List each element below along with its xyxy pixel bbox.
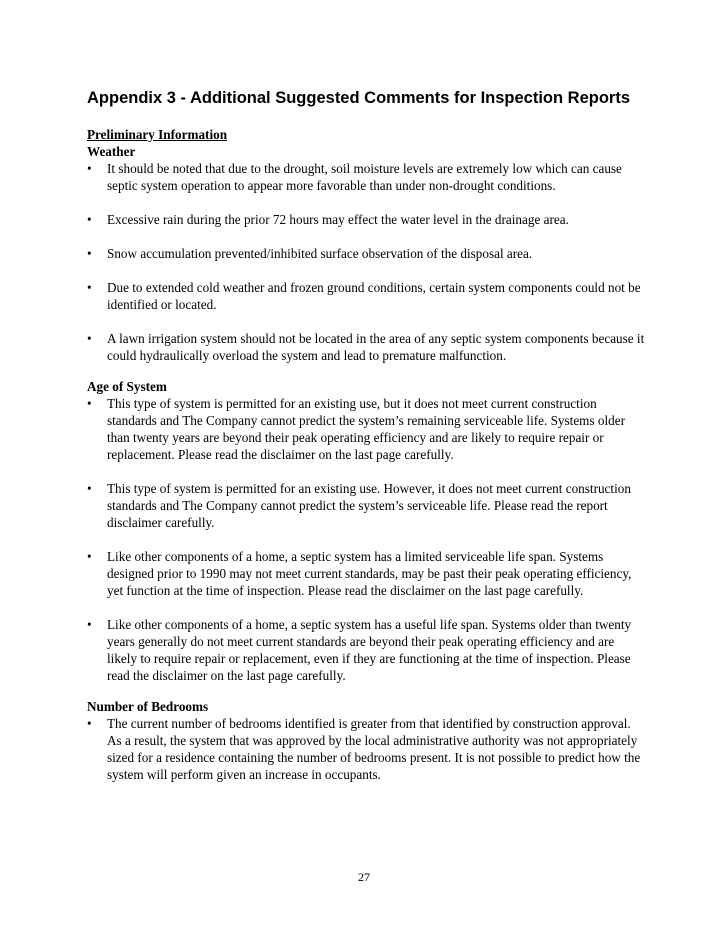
list-item-text: Due to extended cold weather and frozen ground conditions, certain system components could not be identified or located. — [107, 280, 641, 312]
list-item-text: This type of system is permitted for an existing use, but it does not meet current construction standards and The Company cannot predict the system’s remaining serviceable life. Systems older than twenty years are beyond their peak operating efficiency and are likely to require repair or replacement. Please read the disclaimer on the last page carefully. — [107, 396, 625, 462]
preliminary-heading: Preliminary Information — [87, 127, 228, 142]
bullet-icon: • — [87, 331, 92, 346]
number-of-bedrooms-heading: Number of Bedrooms — [87, 699, 209, 714]
list-item — [87, 160, 647, 194]
page-number: 27 — [358, 870, 370, 884]
bullet-icon: • — [87, 161, 92, 176]
bullet-icon: • — [87, 396, 92, 411]
bullet-icon: • — [87, 716, 92, 731]
list-item-text: It should be noted that due to the drought, soil moisture levels are extremely low which can cause septic system operation to appear more favorable than under non-drought conditions. — [107, 161, 622, 193]
list-item-text: Excessive rain during the prior 72 hours may effect the water level in the drainage area. — [107, 212, 569, 227]
weather-heading: Weather — [87, 144, 136, 159]
list-item — [87, 548, 647, 599]
bullet-icon: • — [87, 481, 92, 496]
bullet-icon: • — [87, 617, 92, 632]
list-item — [87, 480, 647, 531]
list-item — [87, 330, 647, 364]
age-of-system-heading: Age of System — [87, 379, 167, 394]
list-item — [87, 616, 647, 684]
age-of-system-list — [87, 395, 647, 684]
bullet-icon: • — [87, 280, 92, 295]
list-item-text: Snow accumulation prevented/inhibited surface observation of the disposal area. — [107, 246, 533, 261]
bullet-icon: • — [87, 549, 92, 564]
list-item — [87, 715, 647, 783]
bullet-icon: • — [87, 212, 92, 227]
list-item-text: Like other components of a home, a septic system has a limited serviceable life span. Systems designed prior to 1990 may not meet current standards, may be past their peak operating efficiency, yet function at the time of inspection. Please read the disclaimer on the last page carefully. — [107, 549, 632, 598]
document-body — [87, 126, 647, 783]
list-item — [87, 279, 647, 313]
list-item-text: This type of system is permitted for an existing use. However, it does not meet current construction standards and The Company cannot predict the system’s serviceable life. Please read the report disclaimer carefully. — [107, 481, 631, 530]
list-item — [87, 211, 647, 228]
list-item — [87, 395, 647, 463]
page-title: Appendix 3 - Additional Suggested Comments for Inspection Reports — [87, 89, 631, 107]
bullet-icon: • — [87, 246, 92, 261]
list-item — [87, 245, 647, 262]
list-item-text: The current number of bedrooms identified is greater from that identified by construction approval. As a result, the system that was approved by the local administrative authority was not appropriately sized for a residence containing the number of bedrooms present. It is not possible to predict how the system will perform given an increase in occupants. — [107, 716, 641, 782]
list-item-text: Like other components of a home, a septic system has a useful life span. Systems older than twenty years generally do not meet current standards are beyond their peak operating efficiency and are likely to require repair or replacement, even if they are functioning at the time of inspection. Please read the disclaimer on the last page carefully. — [107, 617, 632, 683]
weather-list — [87, 160, 647, 364]
number-of-bedrooms-list — [87, 715, 647, 783]
list-item-text: A lawn irrigation system should not be located in the area of any septic system components because it could hydraulically overload the system and lead to premature malfunction. — [107, 331, 645, 363]
